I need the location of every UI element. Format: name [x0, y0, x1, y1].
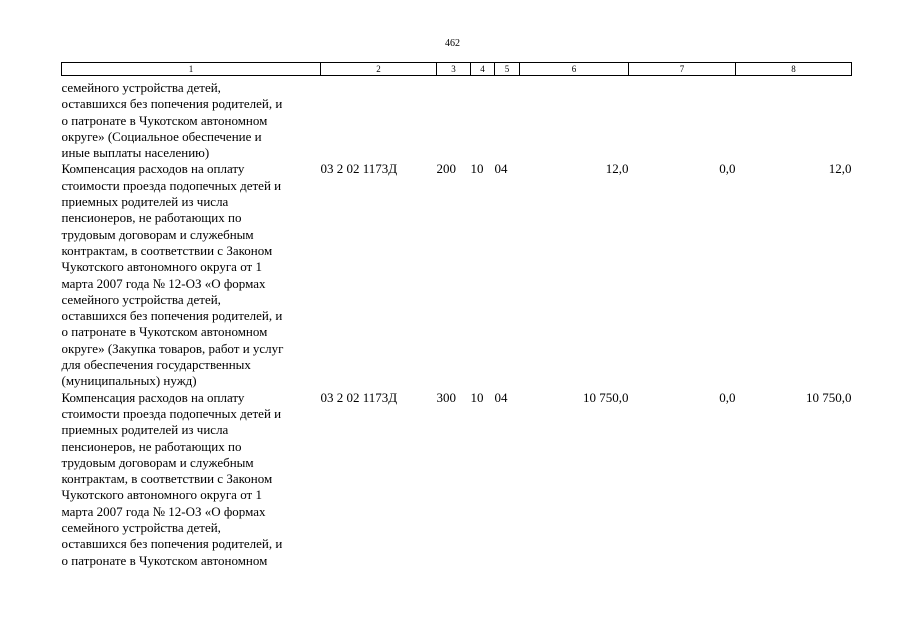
description-line: стоимости проезда подопечных детей и [61, 405, 282, 421]
column-header-4: 4 [471, 63, 495, 76]
description-line: оставшихся без попечения родителей, и [61, 308, 283, 324]
description-line: приемных родителей из числа [61, 194, 229, 210]
row-col7: 0,0 [719, 161, 736, 177]
row-col6: 12,0 [605, 161, 629, 177]
table-row [62, 161, 852, 389]
description-line: трудовым договорам и служебным [61, 454, 254, 470]
description-line: семейного устройства детей, [61, 80, 221, 95]
description-line: пенсионеров, не работающих по [61, 438, 242, 454]
column-header-3: 3 [437, 63, 471, 76]
description-line: семейного устройства детей, [61, 520, 221, 536]
budget-table [61, 62, 852, 569]
description-line: оставшихся без попечения родителей, и [61, 96, 283, 112]
column-header-5: 5 [495, 63, 520, 76]
description-line: контрактам, в соответствии с Законом [61, 242, 273, 258]
column-header-1: 1 [62, 63, 321, 76]
description-line: округе» (Социальное обеспечение и [61, 128, 262, 144]
column-header-6: 6 [520, 63, 629, 76]
description-line: Компенсация расходов на оплату [61, 161, 245, 177]
row-code: 03 2 02 1173Д [320, 161, 398, 177]
description-line: Компенсация расходов на оплату [61, 389, 245, 405]
row-col4: 10 [470, 161, 484, 177]
table-row [62, 390, 852, 569]
description-line: марта 2007 года № 12-ОЗ «О формах [61, 503, 266, 519]
description-line: пенсионеров, не работающих по [61, 210, 242, 226]
row-col3: 300 [436, 389, 456, 405]
description-line: стоимости проезда подопечных детей и [61, 177, 282, 193]
description-line: Чукотского автономного округа от 1 [61, 487, 262, 503]
row-col3: 200 [436, 161, 456, 177]
row-col7 [629, 76, 736, 162]
row-description [62, 161, 321, 389]
column-header-8: 8 [736, 63, 852, 76]
description-line: о патронате в Чукотском автономном [61, 324, 268, 340]
row-col4: 10 [470, 389, 484, 405]
row-col5 [495, 76, 520, 162]
row-col8 [736, 76, 852, 162]
description-line: о патронате в Чукотском автономном [61, 112, 268, 128]
column-header-7: 7 [629, 63, 736, 76]
row-description [62, 76, 321, 162]
description-line: контрактам, в соответствии с Законом [61, 471, 273, 487]
column-header-2: 2 [321, 63, 437, 76]
description-line: трудовым договорам и служебным [61, 226, 254, 242]
row-col6 [520, 76, 629, 162]
column-number-header [62, 63, 852, 76]
description-line: о патронате в Чукотском автономном [61, 552, 268, 568]
row-col8: 12,0 [828, 161, 852, 177]
page-number: 462 [445, 38, 460, 49]
row-col3 [437, 76, 471, 162]
row-col6: 10 750,0 [583, 389, 629, 405]
description-line: округе» (Закупка товаров, работ и услуг [61, 340, 284, 356]
row-col4 [471, 76, 495, 162]
row-col5: 04 [494, 161, 508, 177]
row-code: 03 2 02 1173Д [320, 389, 398, 405]
row-col5: 04 [494, 389, 508, 405]
description-line: марта 2007 года № 12-ОЗ «О формах [61, 275, 266, 291]
row-col7: 0,0 [719, 389, 736, 405]
row-col8: 10 750,0 [806, 389, 852, 405]
row-description [62, 390, 321, 569]
description-line: для обеспечения государственных [61, 357, 251, 373]
row-code [321, 76, 437, 162]
description-line: семейного устройства детей, [61, 291, 221, 307]
description-line: иные выплаты населению) [61, 145, 210, 161]
description-line: приемных родителей из числа [61, 422, 229, 438]
description-line: Чукотского автономного округа от 1 [61, 259, 262, 275]
description-line: оставшихся без попечения родителей, и [61, 536, 283, 552]
description-line: (муниципальных) нужд) [61, 373, 197, 389]
table-row [62, 76, 852, 162]
